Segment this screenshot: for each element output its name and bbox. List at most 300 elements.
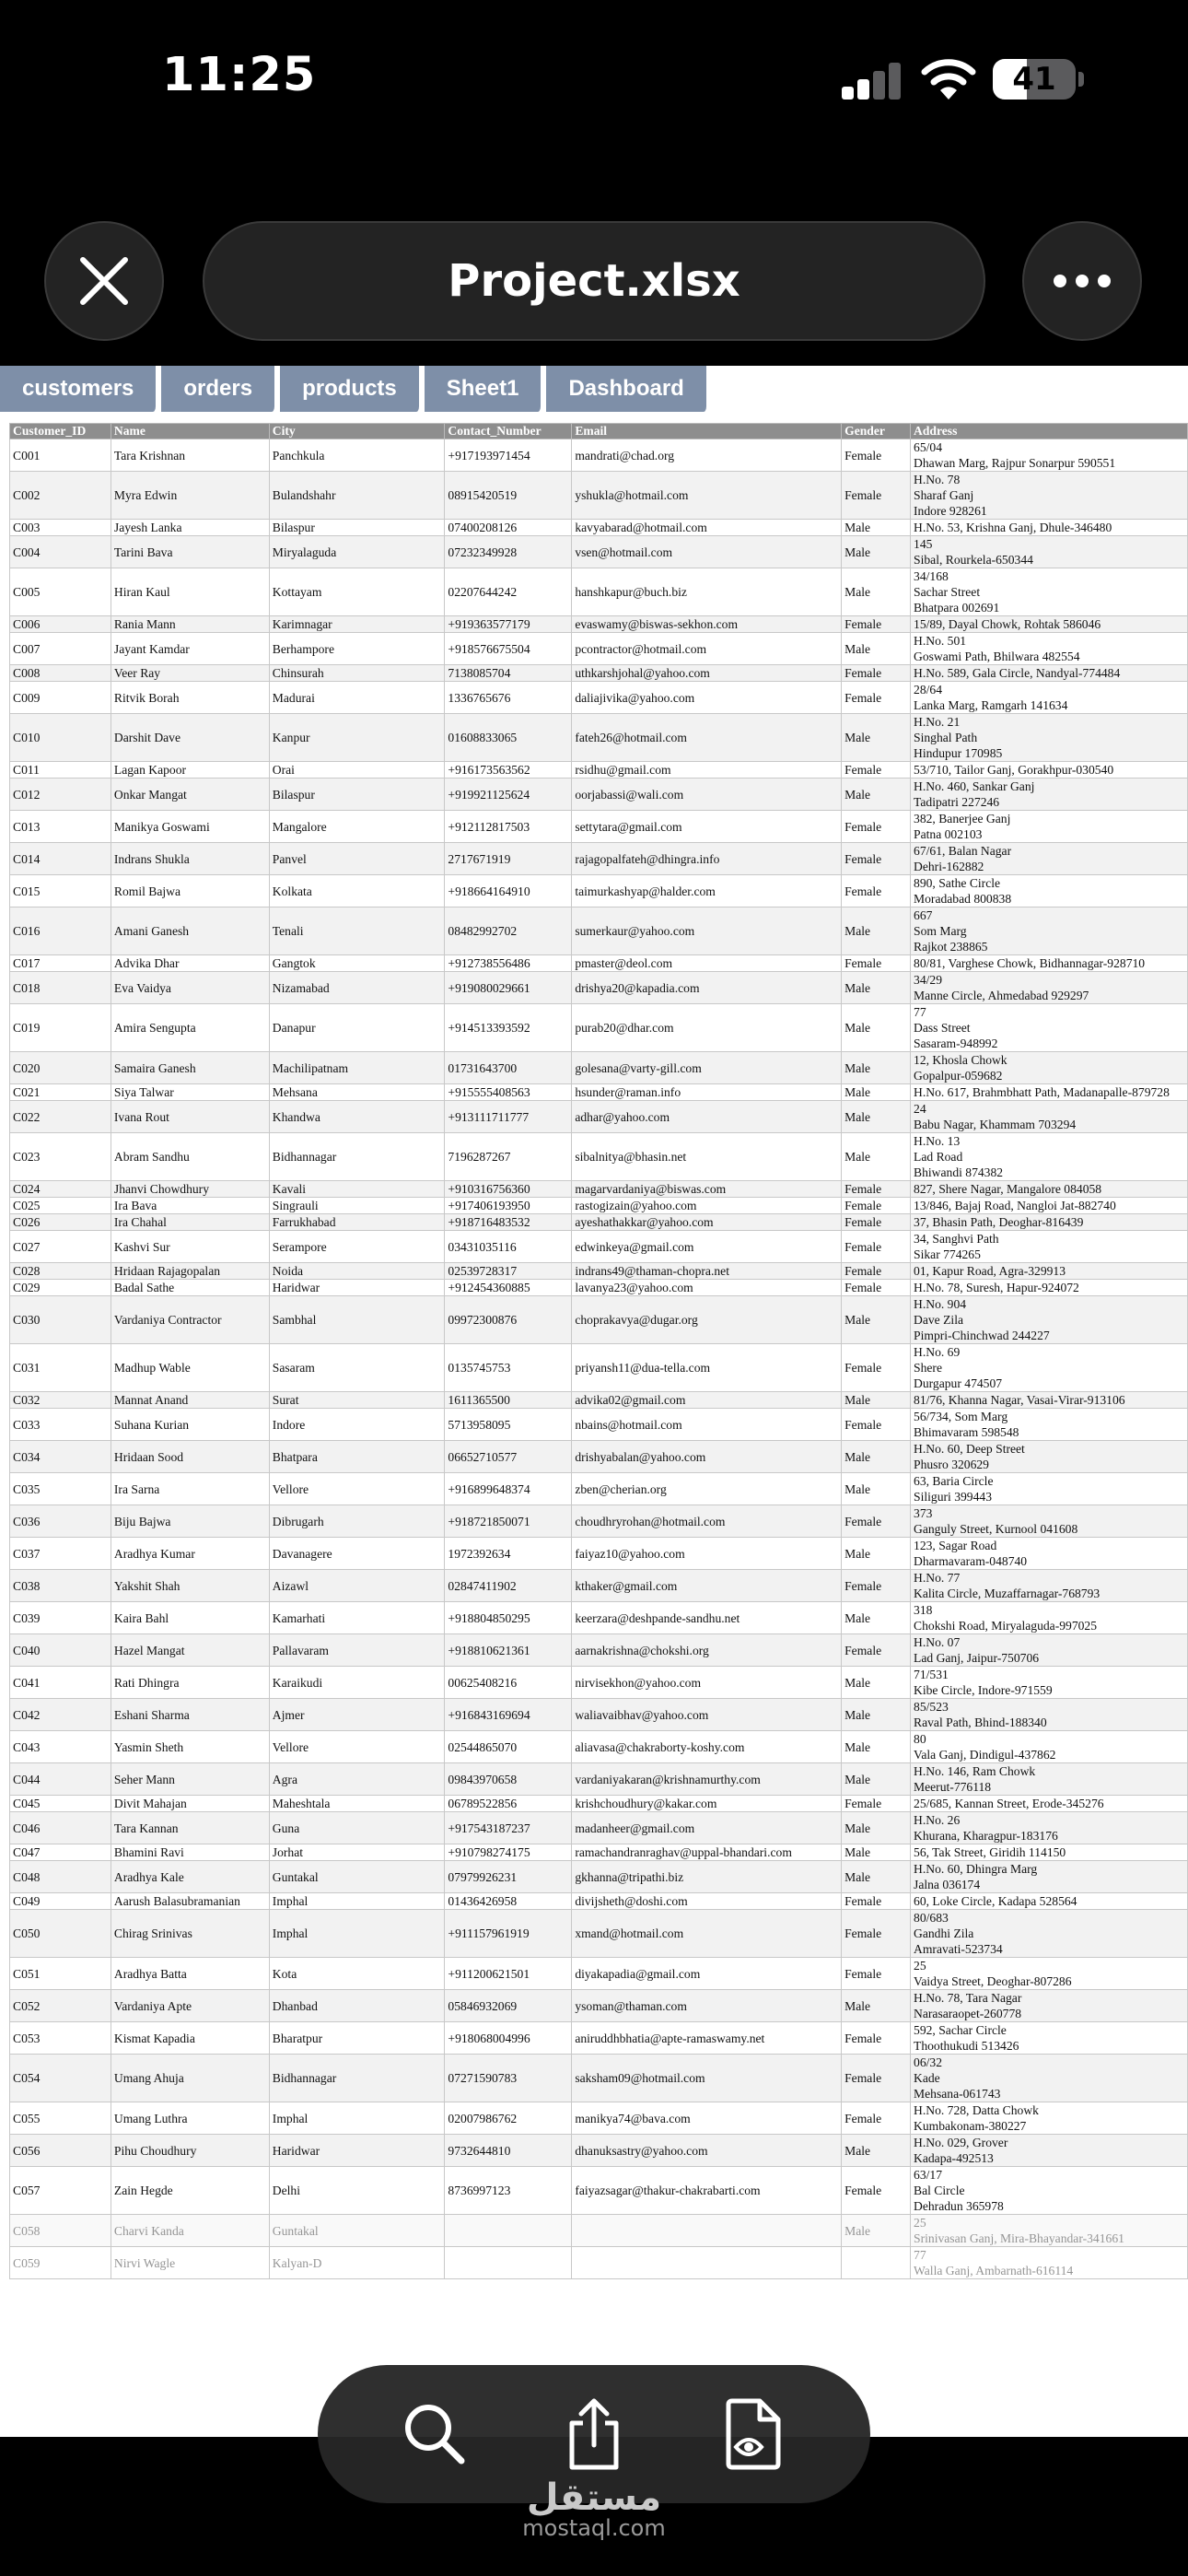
table-cell: Bilaspur: [269, 520, 445, 536]
table-cell: C026: [10, 1214, 111, 1231]
sheet-tab-dashboard[interactable]: Dashboard: [546, 366, 708, 412]
table-cell: Female: [842, 665, 911, 682]
table-cell: Jhanvi Chowdhury: [111, 1181, 269, 1198]
table-cell: Male: [842, 1731, 911, 1763]
table-cell: Guna: [269, 1812, 445, 1844]
table-row: [10, 1538, 1188, 1570]
spreadsheet-preview[interactable]: [0, 366, 1188, 2437]
table-cell: 12, Khosla Chowk Gopalpur-059682: [911, 1052, 1188, 1084]
table-cell: Samaira Ganesh: [111, 1052, 269, 1084]
table-cell: 02007986762: [445, 2102, 572, 2135]
table-cell: Male: [842, 1861, 911, 1893]
table-cell: Aradhya Kale: [111, 1861, 269, 1893]
table-cell: Amira Sengupta: [111, 1004, 269, 1052]
table-row: [10, 1990, 1188, 2022]
table-cell: C015: [10, 875, 111, 907]
table-row: [10, 1214, 1188, 1231]
table-cell: C028: [10, 1263, 111, 1280]
table-cell: C029: [10, 1280, 111, 1296]
search-icon: [402, 2402, 467, 2466]
table-cell: C057: [10, 2167, 111, 2215]
table-cell: Male: [842, 779, 911, 811]
table-cell: Female: [842, 1570, 911, 1602]
column-header: Address: [911, 424, 1188, 439]
table-cell: Female: [842, 875, 911, 907]
table-cell: vardaniyakaran@krishnamurthy.com: [572, 1763, 842, 1796]
table-cell: C037: [10, 1538, 111, 1570]
table-cell: C050: [10, 1910, 111, 1958]
more-options-button[interactable]: [1022, 221, 1142, 341]
table-cell: 67/61, Balan Nagar Dehri-162882: [911, 843, 1188, 875]
table-row: [10, 2055, 1188, 2102]
table-cell: C045: [10, 1796, 111, 1812]
table-cell: 2717671919: [445, 843, 572, 875]
table-cell: 667 Som Marg Rajkot 238865: [911, 907, 1188, 955]
table-cell: aniruddhbhatia@apte-ramaswamy.net: [572, 2022, 842, 2055]
table-row: [10, 811, 1188, 843]
table-row: [10, 1296, 1188, 1344]
table-cell: C043: [10, 1731, 111, 1763]
table-cell: fateh26@hotmail.com: [572, 714, 842, 762]
table-cell: 63, Baria Circle Siliguri 399443: [911, 1473, 1188, 1505]
table-cell: hsunder@raman.info: [572, 1084, 842, 1101]
table-cell: +914513393592: [445, 1004, 572, 1052]
table-cell: H.No. 78, Suresh, Hapur-924072: [911, 1280, 1188, 1296]
table-row: [10, 2022, 1188, 2055]
table-cell: 02544865070: [445, 1731, 572, 1763]
table-cell: C051: [10, 1958, 111, 1990]
table-cell: Hiran Kaul: [111, 568, 269, 616]
table-cell: C001: [10, 439, 111, 472]
table-cell: C014: [10, 843, 111, 875]
table-cell: Ira Chahal: [111, 1214, 269, 1231]
table-cell: manikya74@bava.com: [572, 2102, 842, 2135]
table-cell: H.No. 78 Sharaf Ganj Indore 928261: [911, 472, 1188, 520]
column-header: Gender: [842, 424, 911, 439]
table-cell: Yakshit Shah: [111, 1570, 269, 1602]
table-cell: Aradhya Kumar: [111, 1538, 269, 1570]
table-cell: lavanya23@yahoo.com: [572, 1280, 842, 1296]
table-cell: +916843169694: [445, 1699, 572, 1731]
table-cell: Male: [842, 1990, 911, 2022]
table-cell: Kanpur: [269, 714, 445, 762]
table-cell: C034: [10, 1441, 111, 1473]
table-cell: Kalyan-D: [269, 2247, 445, 2279]
table-cell: saksham09@hotmail.com: [572, 2055, 842, 2102]
table-cell: Biju Bajwa: [111, 1505, 269, 1538]
table-cell: Female: [842, 616, 911, 633]
table-cell: 56, Tak Street, Giridih 114150: [911, 1844, 1188, 1861]
sheet-tab-sheet1[interactable]: Sheet1: [425, 366, 544, 412]
table-cell: +919080029661: [445, 972, 572, 1004]
table-cell: C042: [10, 1699, 111, 1731]
table-cell: 123, Sagar Road Dharmavaram-048740: [911, 1538, 1188, 1570]
table-cell: Umang Luthra: [111, 2102, 269, 2135]
table-cell: Haridwar: [269, 2135, 445, 2167]
table-cell: C036: [10, 1505, 111, 1538]
table-cell: Davanagere: [269, 1538, 445, 1570]
table-row: [10, 875, 1188, 907]
table-cell: 01, Kapur Road, Agra-329913: [911, 1263, 1188, 1280]
table-cell: [572, 2247, 842, 2279]
table-row: [10, 536, 1188, 568]
table-cell: advika02@gmail.com: [572, 1392, 842, 1409]
table-cell: +919363577179: [445, 616, 572, 633]
table-cell: H.No. 904 Dave Zila Pimpri-Chinchwad 244227: [911, 1296, 1188, 1344]
document-eye-icon: [723, 2397, 784, 2471]
table-cell: Male: [842, 1004, 911, 1052]
table-row: [10, 1392, 1188, 1409]
table-cell: Male: [842, 714, 911, 762]
table-row: [10, 616, 1188, 633]
table-cell: Female: [842, 1280, 911, 1296]
table-cell: faiyazsagar@thakur-chakrabarti.com: [572, 2167, 842, 2215]
table-cell: faiyaz10@yahoo.com: [572, 1538, 842, 1570]
table-cell: Female: [842, 1958, 911, 1990]
table-cell: 06/32 Kade Mehsana-061743: [911, 2055, 1188, 2102]
table-cell: C035: [10, 1473, 111, 1505]
table-cell: zben@cherian.org: [572, 1473, 842, 1505]
table-cell: +918721850071: [445, 1505, 572, 1538]
table-cell: 7196287267: [445, 1133, 572, 1181]
table-row: [10, 665, 1188, 682]
table-cell: 03431035116: [445, 1231, 572, 1263]
table-cell: golesana@varty-gill.com: [572, 1052, 842, 1084]
table-cell: 13/846, Bajaj Road, Nangloi Jat-882740: [911, 1198, 1188, 1214]
table-cell: 02847411902: [445, 1570, 572, 1602]
table-cell: settytara@gmail.com: [572, 811, 842, 843]
table-cell: evaswamy@biswas-sekhon.com: [572, 616, 842, 633]
table-row: [10, 439, 1188, 472]
status-bar: [0, 0, 1188, 138]
table-cell: +918664164910: [445, 875, 572, 907]
table-row: [10, 633, 1188, 665]
table-row: [10, 568, 1188, 616]
table-cell: Tenali: [269, 907, 445, 955]
table-cell: C055: [10, 2102, 111, 2135]
table-cell: Bhamini Ravi: [111, 1844, 269, 1861]
table-row: [10, 2247, 1188, 2279]
table-cell: C033: [10, 1409, 111, 1441]
table-cell: 65/04 Dhawan Marg, Rajpur Sonarpur 590551: [911, 439, 1188, 472]
table-cell: 07979926231: [445, 1861, 572, 1893]
table-cell: Ajmer: [269, 1699, 445, 1731]
table-cell: +915555408563: [445, 1084, 572, 1101]
customers-table: [9, 423, 1188, 2279]
table-cell: C049: [10, 1893, 111, 1910]
table-cell: taimurkashyap@halder.com: [572, 875, 842, 907]
table-cell: C010: [10, 714, 111, 762]
table-cell: C053: [10, 2022, 111, 2055]
table-cell: H.No. 617, Brahmbhatt Path, Madanapalle-879728: [911, 1084, 1188, 1101]
table-cell: C039: [10, 1602, 111, 1634]
table-cell: hanshkapur@buch.biz: [572, 568, 842, 616]
battery-percentage: 41: [1012, 61, 1056, 98]
table-cell: Bidhannagar: [269, 1133, 445, 1181]
ellipsis-icon: [1053, 274, 1112, 288]
table-cell: Miryalaguda: [269, 536, 445, 568]
watermark-latin: mostaql.com: [522, 2515, 666, 2541]
table-cell: Male: [842, 1392, 911, 1409]
table-row: [10, 1084, 1188, 1101]
table-cell: H.No. 69 Shere Durgapur 474507: [911, 1344, 1188, 1392]
table-cell: C009: [10, 682, 111, 714]
table-row: [10, 1634, 1188, 1667]
table-cell: magarvardaniya@biswas.com: [572, 1181, 842, 1198]
table-cell: Charvi Kanda: [111, 2215, 269, 2247]
table-cell: Ira Bava: [111, 1198, 269, 1214]
table-cell: Bhatpara: [269, 1441, 445, 1473]
table-cell: Male: [842, 2215, 911, 2247]
table-cell: Panvel: [269, 843, 445, 875]
table-cell: kavyabarad@hotmail.com: [572, 520, 842, 536]
table-cell: C018: [10, 972, 111, 1004]
table-cell: +917543187237: [445, 1812, 572, 1844]
table-cell: Pallavaram: [269, 1634, 445, 1667]
table-cell: Suhana Kurian: [111, 1409, 269, 1441]
table-cell: Male: [842, 1812, 911, 1844]
table-cell: 02207644242: [445, 568, 572, 616]
table-cell: Imphal: [269, 1910, 445, 1958]
table-cell: dhanuksastry@yahoo.com: [572, 2135, 842, 2167]
table-cell: Female: [842, 1344, 911, 1392]
table-cell: H.No. 21 Singhal Path Hindupur 170985: [911, 714, 1188, 762]
table-cell: Darshit Dave: [111, 714, 269, 762]
table-cell: Eshani Sharma: [111, 1699, 269, 1731]
table-cell: Manikya Goswami: [111, 811, 269, 843]
table-cell: Romil Bajwa: [111, 875, 269, 907]
table-cell: C031: [10, 1344, 111, 1392]
table-cell: Eva Vaidya: [111, 972, 269, 1004]
column-header: Contact_Number: [445, 424, 572, 439]
table-cell: Tara Kannan: [111, 1812, 269, 1844]
table-cell: C059: [10, 2247, 111, 2279]
table-cell: edwinkeya@gmail.com: [572, 1231, 842, 1263]
table-cell: 827, Shere Nagar, Mangalore 084058: [911, 1181, 1188, 1198]
document-title-bar[interactable]: [203, 221, 985, 341]
table-cell: C012: [10, 779, 111, 811]
table-cell: 9732644810: [445, 2135, 572, 2167]
table-cell: 80/81, Varghese Chowk, Bidhannagar-928710: [911, 955, 1188, 972]
cellular-signal-icon: [842, 63, 903, 100]
table-cell: Sambhal: [269, 1296, 445, 1344]
table-cell: Panchkula: [269, 439, 445, 472]
table-cell: Orai: [269, 762, 445, 779]
table-cell: Guntakal: [269, 2215, 445, 2247]
table-cell: Male: [842, 1133, 911, 1181]
table-cell: Onkar Mangat: [111, 779, 269, 811]
table-cell: Male: [842, 1296, 911, 1344]
table-cell: 56/734, Som Marg Bhimavaram 598548: [911, 1409, 1188, 1441]
table-cell: 8736997123: [445, 2167, 572, 2215]
table-cell: Female: [842, 2167, 911, 2215]
table-cell: C032: [10, 1392, 111, 1409]
table-cell: C025: [10, 1198, 111, 1214]
table-cell: Kota: [269, 1958, 445, 1990]
table-cell: C054: [10, 2055, 111, 2102]
table-cell: 1972392634: [445, 1538, 572, 1570]
table-cell: H.No. 60, Deep Street Phusro 320629: [911, 1441, 1188, 1473]
table-cell: 09843970658: [445, 1763, 572, 1796]
table-cell: ramachandranraghav@uppal-bhandari.com: [572, 1844, 842, 1861]
table-cell: Jayesh Lanka: [111, 520, 269, 536]
table-cell: 7138085704: [445, 665, 572, 682]
table-cell: 318 Chokshi Road, Miryalaguda-997025: [911, 1602, 1188, 1634]
table-cell: 60, Loke Circle, Kadapa 528564: [911, 1893, 1188, 1910]
share-button[interactable]: [543, 2383, 645, 2485]
table-cell: +916173563562: [445, 762, 572, 779]
table-cell: C021: [10, 1084, 111, 1101]
table-cell: sumerkaur@yahoo.com: [572, 907, 842, 955]
sheet-tab-customers[interactable]: customers: [0, 366, 158, 412]
table-cell: Male: [842, 1844, 911, 1861]
table-cell: Female: [842, 1214, 911, 1231]
table-cell: Kolkata: [269, 875, 445, 907]
column-header: Customer_ID: [10, 424, 111, 439]
table-cell: aliavasa@chakraborty-koshy.com: [572, 1731, 842, 1763]
table-cell: Karaikudi: [269, 1667, 445, 1699]
table-cell: Badal Sathe: [111, 1280, 269, 1296]
table-cell: 382, Banerjee Ganj Patna 002103: [911, 811, 1188, 843]
table-cell: Kashvi Sur: [111, 1231, 269, 1263]
table-cell: [445, 2215, 572, 2247]
table-row: [10, 472, 1188, 520]
table-cell: Madurai: [269, 682, 445, 714]
table-cell: +910798274175: [445, 1844, 572, 1861]
table-cell: [572, 2215, 842, 2247]
table-cell: 80 Vala Ganj, Dindigul-437862: [911, 1731, 1188, 1763]
table-cell: +916899648374: [445, 1473, 572, 1505]
table-cell: 01608833065: [445, 714, 572, 762]
table-cell: +911200621501: [445, 1958, 572, 1990]
table-cell: krishchoudhury@kakar.com: [572, 1796, 842, 1812]
table-cell: Aizawl: [269, 1570, 445, 1602]
table-cell: Tara Krishnan: [111, 439, 269, 472]
table-cell: choudhryrohan@hotmail.com: [572, 1505, 842, 1538]
table-cell: H.No. 60, Dhingra Marg Jalna 036174: [911, 1861, 1188, 1893]
table-cell: Male: [842, 633, 911, 665]
table-cell: Nizamabad: [269, 972, 445, 1004]
table-cell: madanheer@gmail.com: [572, 1812, 842, 1844]
table-cell: waliavaibhav@yahoo.com: [572, 1699, 842, 1731]
table-cell: Noida: [269, 1263, 445, 1280]
close-button[interactable]: [44, 221, 164, 341]
table-cell: C016: [10, 907, 111, 955]
table-cell: uthkarshjohal@yahoo.com: [572, 665, 842, 682]
table-cell: Madhup Wable: [111, 1344, 269, 1392]
table-cell: Indrans Shukla: [111, 843, 269, 875]
table-cell: Mangalore: [269, 811, 445, 843]
table-cell: C046: [10, 1812, 111, 1844]
table-cell: Rati Dhingra: [111, 1667, 269, 1699]
table-cell: priyansh11@dua-tella.com: [572, 1344, 842, 1392]
table-cell: gkhanna@tripathi.biz: [572, 1861, 842, 1893]
table-cell: 25 Srinivasan Ganj, Mira-Bhayandar-341661: [911, 2215, 1188, 2247]
table-cell: Female: [842, 472, 911, 520]
table-cell: ayeshathakkar@yahoo.com: [572, 1214, 842, 1231]
table-cell: Female: [842, 2055, 911, 2102]
table-row: [10, 843, 1188, 875]
table-cell: Advika Dhar: [111, 955, 269, 972]
table-cell: 85/523 Raval Path, Bhind-188340: [911, 1699, 1188, 1731]
table-cell: C030: [10, 1296, 111, 1344]
table-cell: purab20@dhar.com: [572, 1004, 842, 1052]
table-row: [10, 1505, 1188, 1538]
table-cell: 15/89, Dayal Chowk, Rohtak 586046: [911, 616, 1188, 633]
sheet-tab-orders[interactable]: orders: [161, 366, 277, 412]
table-cell: Female: [842, 955, 911, 972]
table-cell: Umang Ahuja: [111, 2055, 269, 2102]
table-cell: 24 Babu Nagar, Khammam 703294: [911, 1101, 1188, 1133]
table-cell: H.No. 26 Khurana, Kharagpur-183176: [911, 1812, 1188, 1844]
sheet-tab-products[interactable]: products: [280, 366, 422, 412]
table-cell: Female: [842, 843, 911, 875]
table-cell: 145 Sibal, Rourkela-650344: [911, 536, 1188, 568]
table-cell: 0135745753: [445, 1344, 572, 1392]
table-cell: Male: [842, 1667, 911, 1699]
table-cell: C040: [10, 1634, 111, 1667]
table-cell: C008: [10, 665, 111, 682]
table-cell: Male: [842, 568, 911, 616]
table-cell: +911157961919: [445, 1910, 572, 1958]
table-cell: Serampore: [269, 1231, 445, 1263]
table-row: [10, 1231, 1188, 1263]
table-cell: daliajivika@yahoo.com: [572, 682, 842, 714]
table-cell: C041: [10, 1667, 111, 1699]
table-cell: C056: [10, 2135, 111, 2167]
table-cell: 71/531 Kibe Circle, Indore-971559: [911, 1667, 1188, 1699]
table-cell: Kismat Kapadia: [111, 2022, 269, 2055]
table-cell: +912454360885: [445, 1280, 572, 1296]
table-cell: 77 Walla Ganj, Ambarnath-616114: [911, 2247, 1188, 2279]
watermark: [0, 2476, 1188, 2541]
table-cell: Siya Talwar: [111, 1084, 269, 1101]
table-cell: Male: [842, 1602, 911, 1634]
table-cell: 25 Vaidya Street, Deoghar-807286: [911, 1958, 1188, 1990]
table-cell: vsen@hotmail.com: [572, 536, 842, 568]
table-row: [10, 1910, 1188, 1958]
table-cell: Farrukhabad: [269, 1214, 445, 1231]
table-row: [10, 1958, 1188, 1990]
table-cell: +917406193950: [445, 1198, 572, 1214]
table-cell: [842, 2247, 911, 2279]
table-cell: Aradhya Batta: [111, 1958, 269, 1990]
table-row: [10, 1893, 1188, 1910]
table-cell: C020: [10, 1052, 111, 1084]
table-cell: 373 Ganguly Street, Kurnool 041608: [911, 1505, 1188, 1538]
table-cell: +918810621361: [445, 1634, 572, 1667]
table-cell: Agra: [269, 1763, 445, 1796]
table-cell: Male: [842, 1084, 911, 1101]
table-row: [10, 762, 1188, 779]
table-cell: rajagopalfateh@dhingra.info: [572, 843, 842, 875]
table-cell: Male: [842, 1101, 911, 1133]
table-row: [10, 2167, 1188, 2215]
table-cell: Zain Hegde: [111, 2167, 269, 2215]
table-cell: C023: [10, 1133, 111, 1181]
table-cell: Male: [842, 536, 911, 568]
table-row: [10, 1133, 1188, 1181]
table-cell: C047: [10, 1844, 111, 1861]
search-button[interactable]: [384, 2383, 485, 2485]
table-cell: Female: [842, 1231, 911, 1263]
table-cell: Myra Edwin: [111, 472, 269, 520]
wifi-icon: [921, 57, 976, 101]
preview-button[interactable]: [703, 2383, 804, 2485]
table-cell: 592, Sachar Circle Thoothukudi 513426: [911, 2022, 1188, 2055]
table-cell: Indore: [269, 1409, 445, 1441]
table-cell: Female: [842, 1910, 911, 1958]
